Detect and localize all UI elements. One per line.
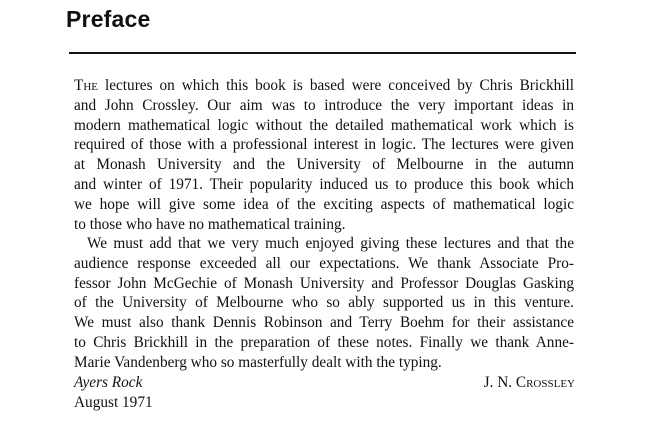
paragraph-line: We must add that we very much enjoyed giving these lectures and that the: [87, 235, 574, 252]
paragraph-line: The lectures on which this book is based were conceived by Chris Brickhill: [74, 77, 574, 94]
paragraph-line: to Chris Brickhill in the preparation of these notes. Finally we thank Anne-: [74, 333, 574, 351]
paragraph-line: and winter of 1971. Their popularity induced us to produce this book which: [74, 175, 574, 193]
page-title: Preface: [66, 6, 151, 32]
paragraph-line: of the University of Melbourne who so ably supported us in this venture.: [74, 294, 574, 312]
paragraph-line: fessor John McGechie of Monash University and Professor Douglas Gasking: [74, 274, 574, 292]
paragraph-line: We must also thank Dennis Robinson and Terry Boehm for their assistance: [74, 314, 574, 332]
paragraph-line: to those who have no mathematical training.: [74, 215, 346, 233]
paragraph-line: and John Crossley. Our aim was to introduce the very important ideas in: [74, 96, 574, 114]
paragraph-line: audience response exceeded all our expectations. We thank Associate Pro-: [74, 254, 574, 272]
preface-paragraph-1: [74, 76, 574, 234]
paragraph-line: at Monash University and the University of Melbourne in the autumn: [74, 156, 574, 174]
signoff-date: August 1971: [74, 394, 153, 411]
title-rule: [69, 52, 576, 54]
signoff-place: Ayers Rock: [74, 374, 143, 391]
paragraph-line: required of those with a professional interest in logic. The lectures were given: [74, 136, 574, 154]
preface-paragraph-2: [74, 234, 574, 373]
paragraph-line: Marie Vandenberg who so masterfully dealt with the typing.: [74, 353, 442, 371]
opening-word: The: [74, 77, 99, 94]
signoff-place-date: [74, 373, 153, 413]
paragraph-line: modern mathematical logic without the detailed mathematical work which is: [74, 116, 574, 134]
signoff-author: J. N. Crossley: [483, 374, 575, 391]
paragraph-line: we hope will give some idea of the exciting aspects of mathematical logic: [74, 195, 574, 213]
